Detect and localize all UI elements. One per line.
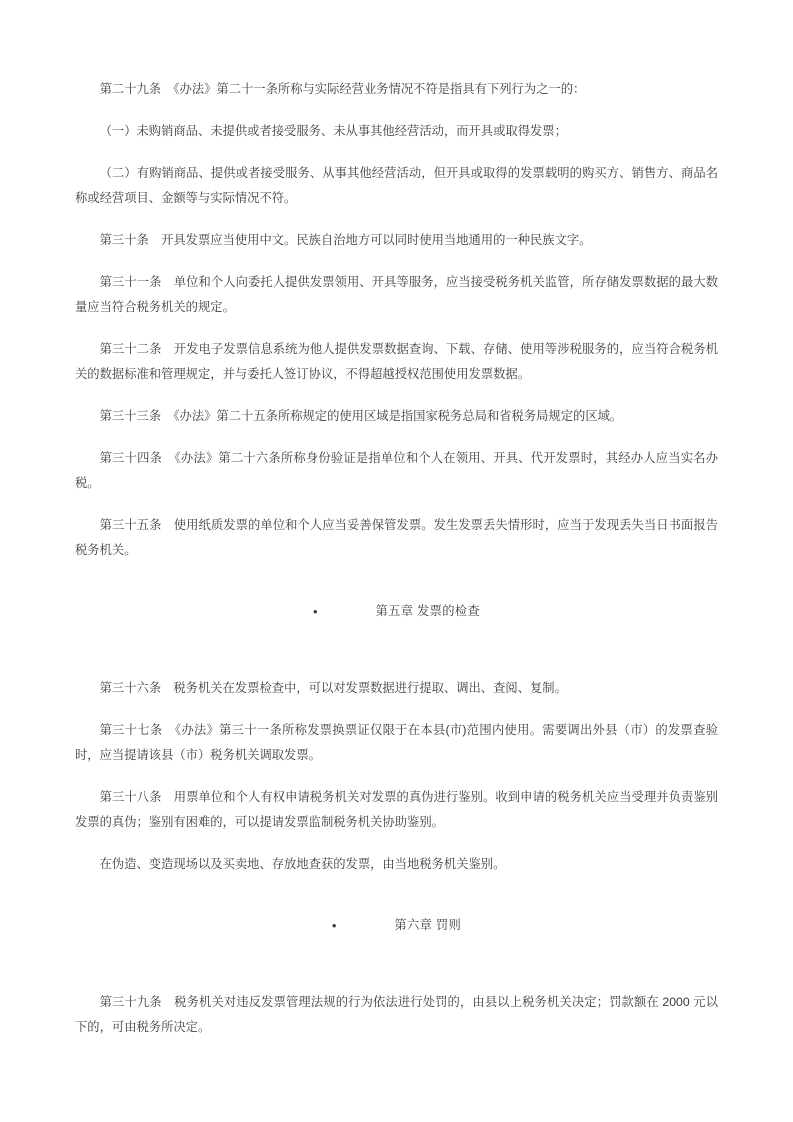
article-paragraph: 在伪造、变造现场以及买卖地、存放地查获的发票，由当地税务机关鉴别。	[99, 857, 506, 871]
chapter-heading	[75, 599, 718, 624]
article-paragraph: 第三十四条 《办法》第二十六条所称身份验证是指单位和个人在领用、开具、代开发票时，其经办人应当实名办税。	[75, 451, 718, 490]
article-paragraph: 第三十八条 用票单位和个人有权申请税务机关对发票的真伪进行鉴别。收到申请的税务机关应当受理并负责鉴别发票的真伪；鉴别有困难的，可以提请发票监制税务机关协助鉴别。	[75, 790, 718, 829]
article-paragraph: 第三十六条 税务机关在发票检查中，可以对发票数据进行提取、调出、查阅、复制。	[99, 681, 567, 695]
article-paragraph: 第三十五条 使用纸质发票的单位和个人应当妥善保管发票。发生发票丢失情形时，应当于发现丢失当日书面报告税务机关。	[75, 518, 718, 557]
article-paragraph: 第三十条 开具发票应当使用中文。民族自治地方可以同时使用当地通用的一种民族文字。	[99, 233, 592, 247]
list-item-paragraph: （二）有购销商品、提供或者接受服务、从事其他经营活动，但开具或取得的发票载明的购买方、销售方、商品名称或经营项目、金额等与实际情况不符。	[75, 166, 718, 205]
list-item-paragraph: （一）未购销商品、未提供或者接受服务、未从事其他经营活动，而开具或取得发票；	[99, 124, 567, 138]
article-paragraph: 第三十九条 税务机关对违反发票管理法规的行为依法进行处罚的，由县以上税务机关决定；罚款额在 2000 元以下的，可由税务所决定。	[75, 995, 718, 1034]
bullet-icon: •	[331, 918, 337, 933]
article-paragraph: 第三十七条 《办法》第三十一条所称发票换票证仅限于在本县(市)范围内使用。需要调出外县（市）的发票查验时，应当提请该县（市）税务机关调取发票。	[75, 723, 718, 762]
chapter-title: 第六章 罚则	[394, 918, 462, 932]
article-paragraph: 第三十二条 开发电子发票信息系统为他人提供发票数据查询、下载、存储、使用等涉税服务的，应当符合税务机关的数据标准和管理规定，并与委托人签订协议，不得超越授权范围使用发票数据。	[75, 342, 718, 381]
chapter-title: 第五章 发票的检查	[375, 604, 481, 618]
bullet-icon: •	[312, 604, 318, 619]
chapter-heading	[75, 913, 718, 938]
article-paragraph: 第三十三条 《办法》第二十五条所称规定的使用区域是指国家税务总局和省税务局规定的区域。	[99, 409, 623, 423]
article-paragraph: 第二十九条 《办法》第二十一条所称与实际经营业务情况不符是指具有下列行为之一的：	[99, 82, 586, 96]
article-paragraph: 第三十一条 单位和个人向委托人提供发票领用、开具等服务，应当接受税务机关监管，所存储发票数据的最大数量应当符合税务机关的规定。	[75, 275, 718, 314]
